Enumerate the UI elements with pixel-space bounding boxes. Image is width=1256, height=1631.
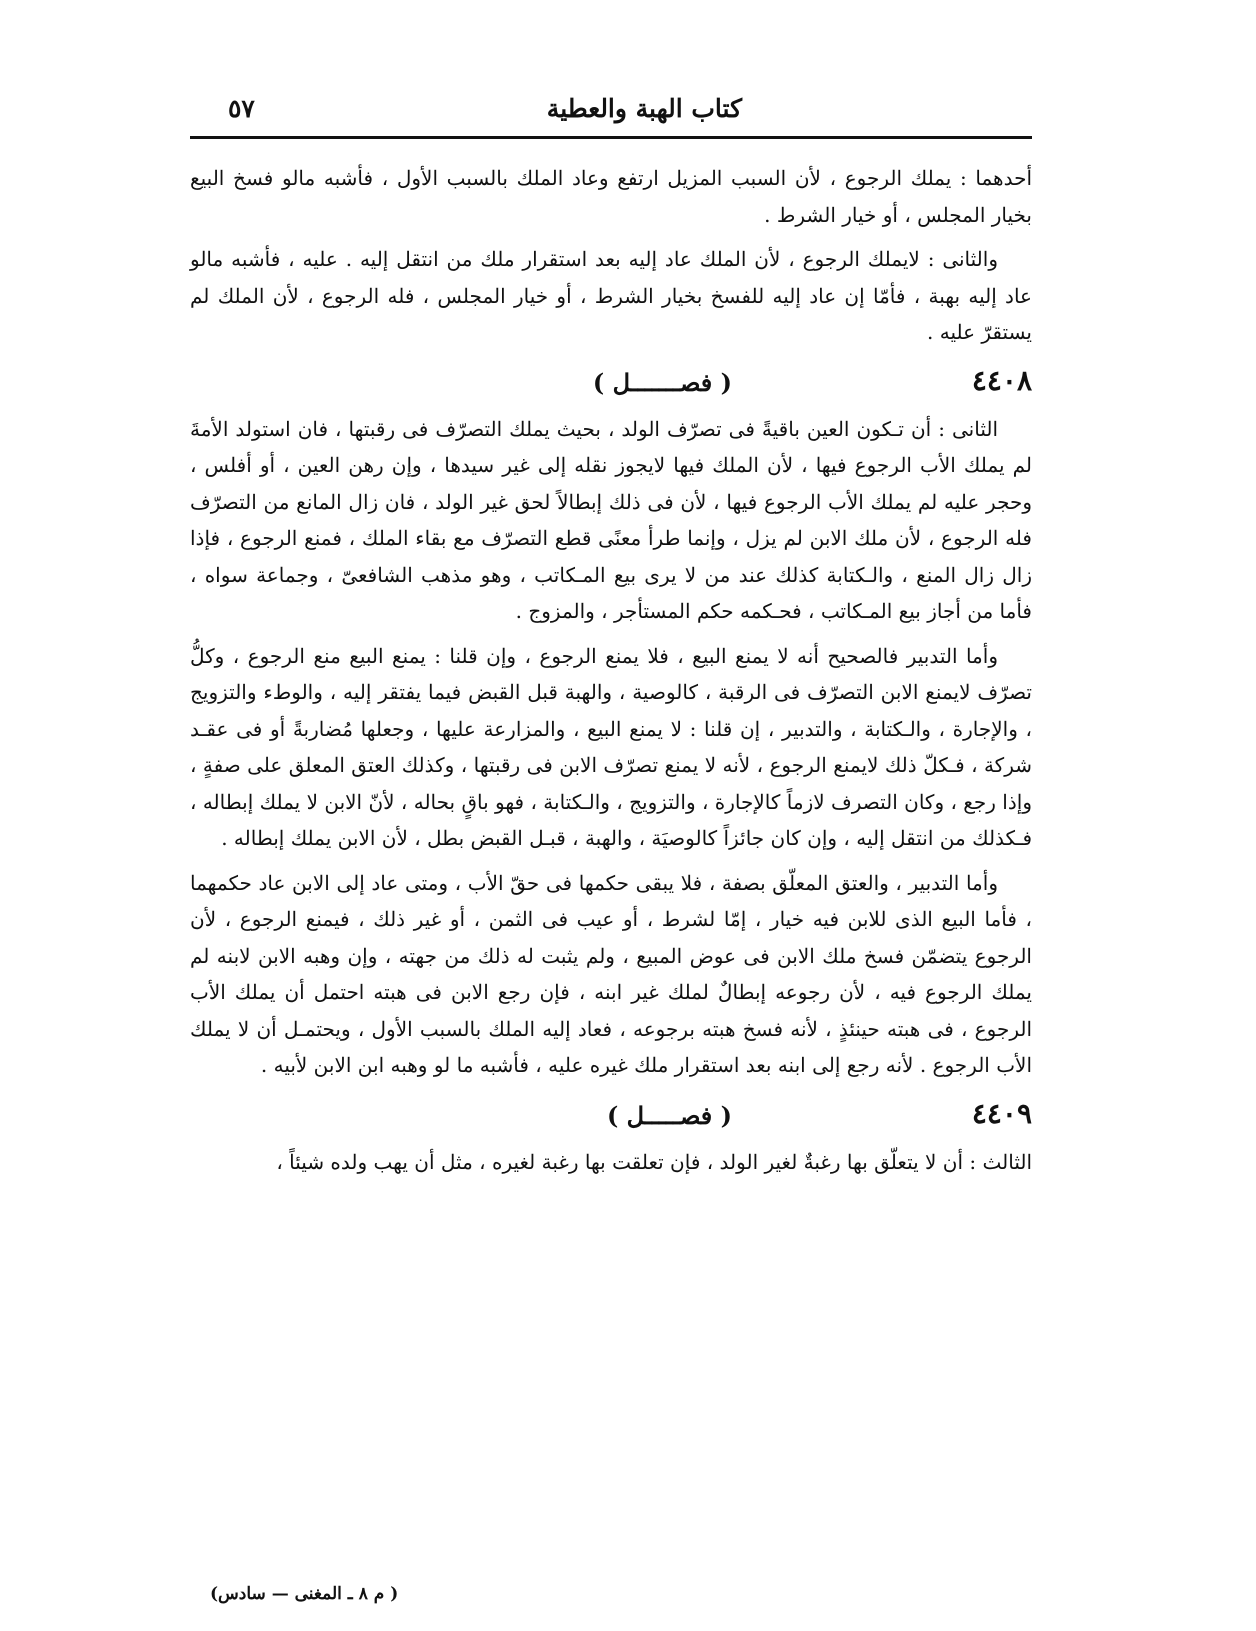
paragraph: أحدهما : يملك الرجوع ، لأن السبب المزيل ارتفع وعاد الملك بالسبب الأول ، فأشبه مالو فسخ البيع بخيار المجلس ، أو خيار الشرط . xyxy=(190,166,1033,227)
page-header xyxy=(190,88,1032,132)
header-rule xyxy=(190,136,1032,139)
section-label: ( فصـــــــل ) xyxy=(592,367,732,397)
section-heading-4408 xyxy=(190,359,1032,407)
section-number: ٤٤٠٩ xyxy=(971,1096,1032,1130)
page-number: ٥٧ xyxy=(228,94,255,123)
footer-signature: ( م ٨ ـ المغنى — سادس) xyxy=(210,1584,399,1604)
section-heading-4409 xyxy=(190,1092,1032,1140)
main-text xyxy=(190,160,1032,1188)
paragraph: وأما التدبير فالصحيح أنه لا يمنع البيع ، فلا يمنع الرجوع ، وإن قلنا : يمنع البيع منع الرجوع ، وكلُّ تصرّف لايمنع الابن التصرّف فى الرقبة ، كالوصية ، والهبة قبل القبض فيما يفتقر إليه ، والوطء والتزويج ، والإجارة ، والـكتابة ، والتدبير ، إن قلنا : لا يمنع البيع ، والمزارعة عليها ، وجعلها مُضاربةً أو فى عقـد شركة ، فـكلّ ذلك لايمنع الرجوع ، لأنه لا يمنع تصرّف الابن فى رقبتها ، وكذلك العتق المعلق على صفةٍ ، وإذا رجع ، وكان التصرف لازماً كالإجارة ، والتزويج ، والـكتابة ، فهو باقٍ بحاله ، لأنّ الابن لا يملك إبطاله ، فـكذلك من انتقل إليه ، وإن كان جائزاً كالوصيَة ، والهبة ، قبـل القبض بطل ، لأن الابن يملك إبطاله . xyxy=(190,643,1032,850)
paragraph: والثانى : لايملك الرجوع ، لأن الملك عاد إليه بعد استقرار ملك من انتقل إليه . عليه ، فأشبه مالو عاد إليه بهبة ، فأمّا إن عاد إليه للفسخ بخيار الشرط ، أو خيار المجلس ، فله الرجوع ، لأن الملك لم يستقرّ عليه . xyxy=(190,247,1032,344)
paragraph: الثالث : أن لا يتعلّق بها رغبةٌ لغير الولد ، فإن تعلقت بها رغبة لغيره ، مثل أن يهب ولده شيئاً ، xyxy=(276,1149,1032,1174)
section-number: ٤٤٠٨ xyxy=(971,363,1032,397)
running-title: كتاب الهبة والعطية xyxy=(546,94,742,123)
paragraph: الثانى : أن تـكون العين باقيةً فى تصرّف الولد ، بحيث يملك التصرّف فى رقبتها ، فان استولد الأمةَ لم يملك الأب الرجوع فيها ، لأن الملك فيها لايجوز نقله إلى غير سيدها ، وإن رهن العين ، أو أفلس ، وحجر عليه لم يملك الأب الرجوع فيها ، لأن فى ذلك إبطالاً لحق غير الولد ، فان زال المانع من التصرّف فله الرجوع ، لأن ملك الابن لم يزل ، وإنما طرأ معنًى قطع التصرّف مع بقاء الملك ، فمنع الرجوع ، فإذا زال زال المنع ، والـكتابة كذلك عند من لا يرى بيع المـكاتب ، وهو مذهب الشافعىّ ، وجماعة سواه ، فأما من أجاز بيع المـكاتب ، فحـكمه حكم المستأجر ، والمزوج . xyxy=(190,416,1032,623)
section-label: ( فصـــــل ) xyxy=(606,1100,732,1130)
paragraph: وأما التدبير ، والعتق المعلّق بصفة ، فلا يبقى حكمها فى حقّ الأب ، ومتى عاد إلى الابن عاد حكمهما ، فأما البيع الذى للابن فيه خيار ، إمّا لشرط ، أو عيب فى الثمن ، أو غير ذلك ، فيمنع الرجوع ، لأن الرجوع يتضمّن فسخ ملك الابن فى عوض المبيع ، ولم يثبت له ذلك من جهته ، وإن وهبه الابن لابنه لم يملك الرجوع فيه ، لأن رجوعه إبطالٌ لملك غير ابنه ، فإن رجع الابن فى هبته احتمل أن يملك الأب الرجوع ، فى هبته حينئذٍ ، لأنه فسخ هبته برجوعه ، فعاد إليه الملك بالسبب الأول ، ويحتمـل أن لا يملك الأب الرجوع . لأنه رجع إلى ابنه بعد استقرار ملك غيره عليه ، فأشبه ما لو وهبه ابن الابن لأبيه . xyxy=(190,870,1032,1077)
